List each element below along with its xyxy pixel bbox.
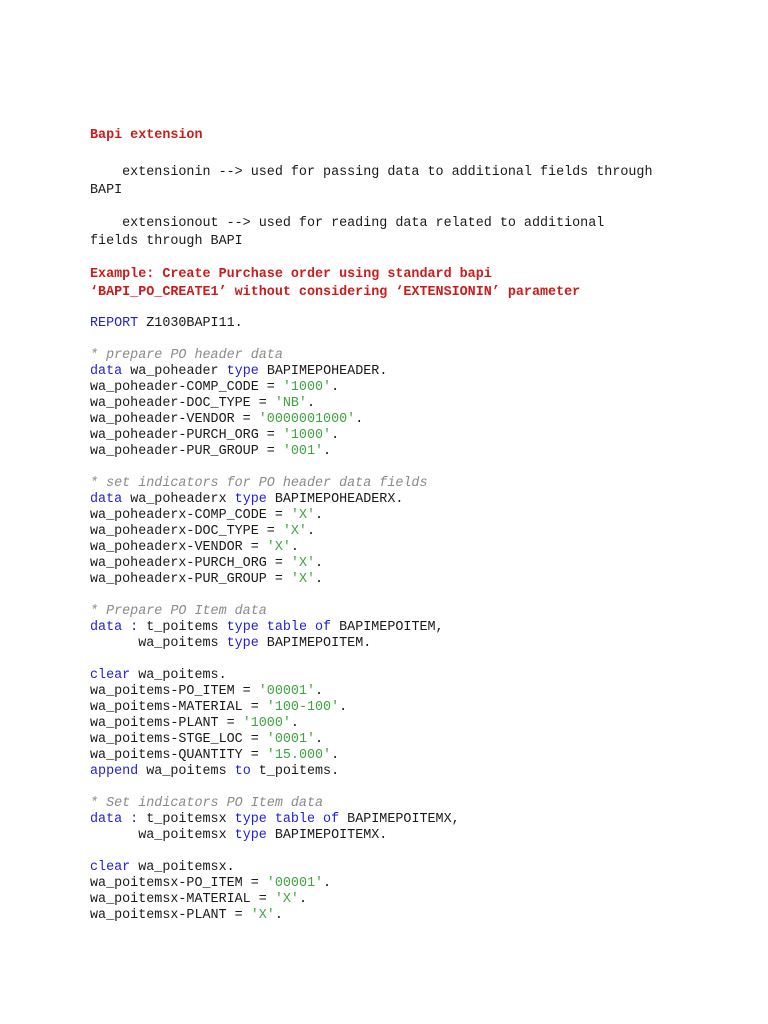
code-text: .	[315, 556, 324, 571]
keyword: data :	[90, 620, 139, 635]
extensionin-description-line-1: extensionin --> used for passing data to additional fields through	[90, 165, 653, 180]
string-literal: '00001'	[258, 684, 315, 699]
code-text: wa_poitems-PLANT =	[90, 716, 243, 731]
code-line	[90, 684, 690, 700]
code-text: wa_poheader-DOC_TYPE =	[90, 396, 275, 411]
string-literal: 'X'	[290, 572, 316, 587]
example-heading-line-2: ‘BAPI_PO_CREATE1’ without considering ‘EXTENSIONIN’ parameter	[90, 285, 581, 300]
code-text: .	[339, 700, 348, 715]
code-text: wa_poitems.	[130, 668, 227, 683]
code-line	[90, 812, 690, 828]
code-text: .	[298, 892, 307, 907]
code-text: .	[290, 540, 299, 555]
code-line	[90, 636, 690, 652]
code-line	[90, 572, 690, 588]
code-line	[90, 620, 690, 636]
code-text: BAPIMEPOITEM,	[331, 620, 444, 635]
keyword: data :	[90, 812, 139, 827]
code-comment: * set indicators for PO header data fields	[90, 476, 428, 491]
code-text: BAPIMEPOHEADERX.	[266, 492, 404, 507]
keyword: clear	[90, 668, 131, 683]
code-line	[90, 364, 690, 380]
code-text: BAPIMEPOITEM.	[258, 636, 372, 651]
code-text: .	[315, 684, 324, 699]
code-text: wa_poheader-PURCH_ORG =	[90, 428, 283, 443]
string-literal: '1000'	[282, 380, 332, 395]
keyword: to	[234, 764, 251, 779]
code-text: t_poitemsx	[138, 812, 235, 827]
string-literal: 'X'	[290, 508, 316, 523]
string-literal: 'X'	[290, 556, 316, 571]
code-text: .	[315, 508, 324, 523]
extensionout-description-line-1: extensionout --> used for reading data related to additional	[90, 216, 605, 231]
string-literal: 'X'	[282, 524, 307, 539]
code-line	[90, 396, 690, 412]
code-text: .	[331, 748, 340, 763]
document-page	[90, 127, 690, 924]
keyword: clear	[90, 860, 131, 875]
code-line	[90, 860, 690, 876]
code-text: .	[331, 380, 340, 395]
code-text: wa_poheaderx	[122, 492, 235, 507]
string-literal: '100-100'	[266, 700, 340, 715]
code-text: wa_poitemsx.	[130, 860, 235, 875]
code-text: wa_poitemsx	[90, 828, 235, 843]
code-line	[90, 492, 690, 508]
code-line	[90, 380, 690, 396]
code-line	[90, 892, 690, 908]
code-line	[90, 412, 690, 428]
string-literal: '00001'	[266, 876, 324, 891]
code-text: wa_poheaderx-DOC_TYPE =	[90, 524, 283, 539]
code-text: .	[323, 444, 332, 459]
code-text: wa_poitems-PO_ITEM =	[90, 684, 259, 699]
code-line	[90, 908, 690, 924]
string-literal: '0001'	[266, 732, 316, 747]
keyword: data	[90, 492, 123, 507]
string-literal: 'X'	[250, 908, 275, 923]
keyword: type	[226, 364, 259, 379]
keyword: type table of	[226, 620, 332, 635]
code-text: wa_poheaderx-PUR_GROUP =	[90, 572, 291, 587]
code-line	[90, 828, 690, 844]
code-text: .	[306, 396, 316, 411]
code-text: BAPIMEPOHEADER.	[258, 364, 388, 379]
keyword: type	[234, 492, 267, 507]
code-line	[90, 716, 690, 732]
code-line	[90, 876, 690, 892]
code-text: wa_poitemsx-PLANT =	[90, 908, 251, 923]
code-text: wa_poitemsx-MATERIAL =	[90, 892, 275, 907]
keyword: type	[226, 636, 259, 651]
code-text: wa_poheaderx-PURCH_ORG =	[90, 556, 291, 571]
code-text: .	[315, 732, 324, 747]
keyword: data	[90, 364, 123, 379]
string-literal: '1000'	[242, 716, 291, 731]
code-text: BAPIMEPOITEMX.	[266, 828, 388, 843]
code-comment: * Prepare PO Item data	[90, 604, 267, 619]
code-line	[90, 764, 690, 780]
code-text: wa_poheader-PUR_GROUP =	[90, 444, 283, 459]
section-heading: Bapi extension	[90, 128, 203, 143]
code-text: wa_poheaderx-VENDOR =	[90, 540, 267, 555]
keyword: type table of	[234, 812, 340, 827]
extensionin-description-line-2: BAPI	[90, 182, 123, 198]
code-text: wa_poheader	[122, 364, 227, 379]
string-literal: '0000001000'	[258, 412, 356, 427]
keyword: type	[234, 828, 267, 843]
code-text: .	[323, 876, 332, 891]
code-text: wa_poheaderx-COMP_CODE =	[90, 508, 291, 523]
string-literal: 'X'	[266, 540, 291, 555]
extensionout-description-line-2: fields through BAPI	[90, 233, 243, 249]
code-line	[90, 668, 690, 684]
string-literal: '15.000'	[266, 748, 332, 763]
example-heading-line-1: Example: Create Purchase order using standard bapi	[90, 267, 492, 282]
code-line	[90, 508, 690, 524]
code-line	[90, 700, 690, 716]
code-text: BAPIMEPOITEMX,	[339, 812, 460, 827]
code-line	[90, 444, 690, 460]
code-line	[90, 748, 690, 764]
code-line	[90, 524, 690, 540]
keyword: REPORT	[90, 316, 139, 331]
code-text: wa_poitems-STGE_LOC =	[90, 732, 267, 747]
code-text: t_poitems.	[250, 764, 340, 779]
code-text: .	[315, 572, 324, 587]
code-text: .	[355, 412, 364, 427]
code-line	[90, 428, 690, 444]
code-line	[90, 732, 690, 748]
code-text: wa_poitemsx-PO_ITEM =	[90, 876, 267, 891]
report-name: Z1030BAPI11.	[138, 316, 243, 331]
code-text: .	[290, 716, 299, 731]
code-text: wa_poitems	[138, 764, 235, 779]
code-text: t_poitems	[138, 620, 227, 635]
code-line	[90, 556, 690, 572]
code-text: wa_poheader-VENDOR =	[90, 412, 259, 427]
code-text: .	[274, 908, 283, 923]
code-text: .	[306, 524, 316, 539]
keyword: append	[90, 764, 139, 779]
code-line	[90, 540, 690, 556]
code-text: wa_poitems-MATERIAL =	[90, 700, 267, 715]
code-report-line	[90, 316, 690, 332]
string-literal: 'NB'	[274, 396, 307, 411]
code-text: wa_poitems	[90, 636, 227, 651]
code-text: .	[331, 428, 340, 443]
string-literal: '001'	[282, 444, 324, 459]
code-comment: * prepare PO header data	[90, 348, 283, 363]
string-literal: 'X'	[274, 892, 299, 907]
code-comment: * Set indicators PO Item data	[90, 796, 324, 811]
code-text: wa_poheader-COMP_CODE =	[90, 380, 283, 395]
string-literal: '1000'	[282, 428, 332, 443]
code-text: wa_poitems-QUANTITY =	[90, 748, 267, 763]
